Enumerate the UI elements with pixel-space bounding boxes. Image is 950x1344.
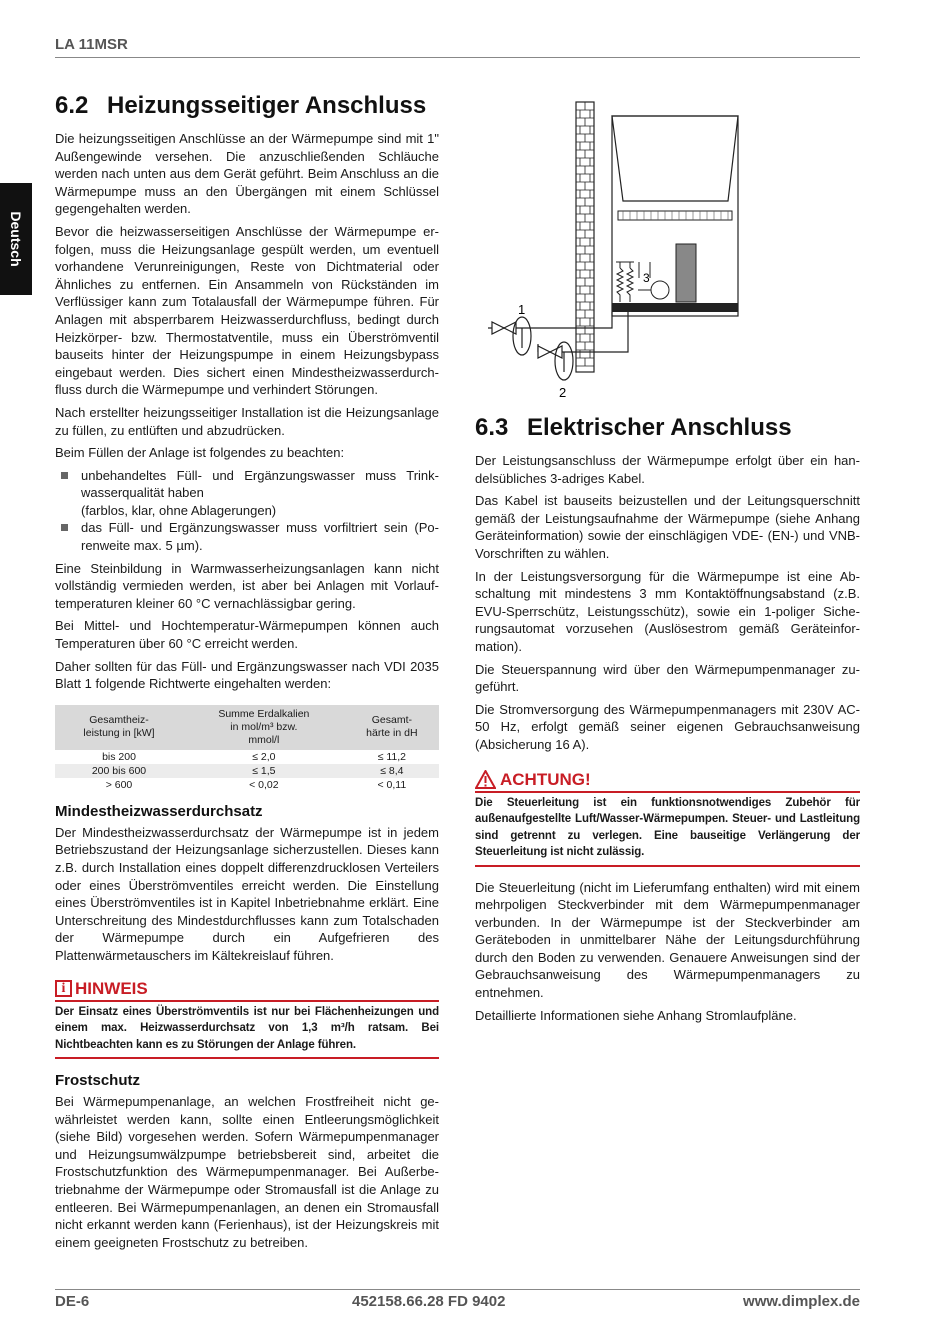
- info-icon: i: [55, 980, 72, 997]
- square-bullet-icon: [61, 524, 68, 531]
- header-line: Gesamt-: [371, 714, 412, 727]
- table-cell: ≤ 11,2: [377, 750, 407, 763]
- paragraph: Bevor die heizwasserseitigen Anschlüsse der Wärmepumpe erfolgen, muss die Heizungsanlage gespült werden, um eventuell vorhandene Verunreinigungen, Reste von Dichtmaterial oder Ähnliches zu entfernen. Ein Ansammeln von Rückständen im Verflüssiger kann zum Totalausfall der Wärmepumpe führen. Für Anlagen mit absperrbarem Heizwasserdurchfluss, bedingt durch Heizkörper- bzw. Thermostatventile, muss ein Überströmventil bauseits hinter der Heizungspumpe in einem Heizungsbypass eingebaut werden. Dies sichert einen Mindestheizwasserdurchfluss durch die Wärmepumpe und verhindert Störungen.: [55, 223, 439, 398]
- list-item-text: das Füll- und Ergänzungswasser muss vorfiltriert sein (Porenweite max. 5 µm).: [81, 520, 439, 554]
- paragraph: In der Leistungsversorgung für die Wärmepumpe ist eine Abschaltung mit mindestens 3 mm Kontaktöffnungsabstand (z.B. EVU-Sperrschütz, Leistungsschütz), sowie ein 1-poliger Sicherungsautomat vorzusehen (Auslösestrom gemäß Geräteinformation).: [475, 568, 860, 654]
- paragraph: Das Kabel ist bauseits beizustellen und der Leitungsquerschnitt gemäß der Leistungsaufnahme der Wärmepumpe (siehe Anhang Geräteinformation) sowie der einschlägigen VDE- (EN-) und VNB-Vorschriften zu wählen.: [475, 493, 860, 561]
- hinweis-notice: [55, 979, 439, 1060]
- heat-pump-housing: [612, 116, 738, 316]
- hinweis-header: [55, 979, 439, 1002]
- table-row: [55, 778, 439, 792]
- table-header-cell: [345, 705, 439, 750]
- section-6-3-number: 6.3: [475, 414, 509, 441]
- hinweis-label: HINWEIS: [75, 978, 148, 998]
- header-divider: [55, 57, 860, 58]
- language-tab: [0, 183, 32, 295]
- language-tab-label: Deutsch: [8, 211, 24, 267]
- drain-valve-2-icon: [538, 342, 573, 380]
- wall-icon: [576, 102, 594, 372]
- table-cell: > 600: [105, 778, 133, 791]
- paragraph: Die Steuerspannung wird über den Wärmepumpenmanager zugeführt.: [475, 661, 860, 695]
- label-3: 3: [643, 271, 650, 285]
- header-title: LA 11MSR: [55, 36, 128, 53]
- header-line: Gesamtheiz-: [89, 714, 149, 727]
- paragraph: Der Leistungsanschluss der Wärmepumpe erfolgt über ein handelsübliches 3-adriges Kabel.: [475, 453, 860, 486]
- table-cell: < 0,11: [377, 778, 407, 791]
- filling-requirements-list: [55, 467, 439, 555]
- list-item-text: unbehandeltes Füll- und Ergänzungswasser muss Trinkwasserqualität haben: [81, 467, 439, 501]
- mindest-heading: Mindestheizwasserdurchsatz: [55, 802, 263, 820]
- paragraph: Bei Wärmepumpenanlage, an welchen Frostfreiheit nicht gewährleistet werden kann, sollte einen Entleerungsmöglichkeit (siehe Bild) vorgesehen werden. Sofern Wärmepumpenmanager und Heizungsumwälzpumpe betriebsbereit sind, arbeitet die Frostschutzfunktion des Wärmepumpenmanager. Bei Außerbetriebnahme der Wärmepumpe oder Stromausfall ist die Anlage zu entleeren. Bei Wärmepumpenanlagen, an denen ein Stromausfall nicht erkannt werden kann (Ferienhaus), ist der Heizungskreis mit einem geeigneten Frostschutz zu betreiben.: [55, 1094, 439, 1250]
- section-6-2-heading: [55, 90, 439, 122]
- label-1: 1: [518, 302, 526, 317]
- paragraph: Der Mindestheizwasserdurchsatz der Wärmepumpe ist in jedem Betriebszustand der Heizungsanlage sicherzustellen. Dieses kann z.B. durch Installation eines doppelt differenzdrucklosen Verteilers oder eines Überströmventiles erreicht werden. Die Einstellung eines Überströmventiles ist in Kapitel Inbetriebnahme erklärt. Eine Unterschreitung des Mindestdurchflusses kann zum Totalschaden der Wärmepumpe durch ein Aufgefrieren des Plattenwärmetauschers im Kältekreislauf führen.: [55, 824, 439, 963]
- header-line: in mol/m³ bzw.: [230, 720, 298, 733]
- table-cell: 200 bis 600: [55, 764, 183, 778]
- list-item-text: (farblos, klar, ohne Ablagerungen): [81, 502, 277, 518]
- square-bullet-icon: [61, 472, 68, 479]
- paragraph: Die Stromversorgung des Wärmepumpenmanagers mit 230V AC-50 Hz, erfolgt gemäß seiner eigenen Gebrauchsanweisung (Absicherung 16 A).: [475, 701, 860, 752]
- list-item: [55, 467, 439, 520]
- header-line: leistung in [kW]: [83, 727, 155, 740]
- hinweis-text: Der Einsatz eines Überströmventils ist nur bei Flächenheizungen und einem max. Heizwasserdurchsatz von 1,3 m³/h ratsam. Bei Nichtbeachten kann es zu Störungen der Anlage führen.: [55, 1002, 439, 1060]
- header-line: Summe Erdalkalien: [218, 707, 310, 720]
- achtung-header: [475, 770, 860, 793]
- achtung-text: Die Steuerleitung ist ein funktionsnotwendiges Zubehör für außenaufgestellte Luft/Wasser-Wärmepumpen. Steuer- und Lastleitung sind getrennt zu verlegen. Eine bauseitige Verlängerung der Steuerleitung ist nicht zulässig.: [475, 793, 860, 867]
- table-cell: bis 200: [102, 750, 136, 763]
- paragraph: Eine Steinbildung in Warmwasserheizungsanlagen kann nicht vollständig vermieden werden, ist aber bei Anlagen mit Vorlauftemperaturen kleiner 60 °C vernachlässigbar gering.: [55, 560, 439, 611]
- section-6-2-number: 6.2: [55, 92, 89, 119]
- table-row: [55, 750, 439, 764]
- section-6-2-title: Heizungsseitiger Anschluss: [107, 92, 427, 119]
- header-line: mmol/l: [248, 733, 280, 746]
- header-line: härte in dH: [366, 727, 418, 740]
- table-row: [55, 764, 439, 778]
- document-number: 452158.66.28 FD 9402: [352, 1293, 506, 1310]
- table-cell: < 0,02: [249, 778, 279, 791]
- right-column: [475, 412, 860, 1029]
- achtung-notice: [475, 770, 860, 867]
- label-2: 2: [559, 385, 567, 400]
- table-cell: ≤ 2,0: [252, 750, 276, 763]
- paragraph: Nach erstellter heizungsseitiger Installation ist die Heizungsanlage zu füllen, zu entlüften und abzudrücken.: [55, 404, 439, 438]
- drain-valve-1-icon: [492, 317, 531, 355]
- water-guideline-table: [55, 705, 439, 792]
- section-6-3-heading: [475, 412, 860, 444]
- table-header-row: [55, 705, 439, 750]
- paragraph: Detaillierte Informationen siehe Anhang Stromlaufpläne.: [475, 1007, 797, 1023]
- section-6-3-title: Elektrischer Anschluss: [527, 414, 792, 441]
- paragraph: Die heizungsseitigen Anschlüsse an der Wärmepumpe sind mit 1" Außengewinde versehen. Die anzuschließenden Schläuche werden nach unten aus dem Gerät geführt. Beim Anschluss an die Wärmepumpe muss an den Übergängen mit einem Schlüssel gegengehalten werden.: [55, 131, 439, 217]
- page-number: DE-6: [55, 1293, 90, 1310]
- website-link[interactable]: www.dimplex.de: [743, 1293, 860, 1310]
- hydraulic-connection-diagram: [478, 96, 860, 408]
- paragraph: Die Steuerleitung (nicht im Lieferumfang enthalten) wird mit einem mehrpoligen Steckverbinder mit dem Wärmepumpenmanager verbunden. In der Wärmepumpe ist der Steckverbinder am Geräteboden in unmittelbarer Nähe der Leitungsdurchführung durch den Boden zu verwenden. Genauere Anweisungen sind der Gebrauchsanweisung des Wärmepumpenmanagers zu entnehmen.: [475, 879, 860, 1001]
- table-header-cell: [55, 705, 183, 750]
- footer-divider: [55, 1289, 860, 1290]
- table-header-cell: [183, 705, 345, 750]
- list-item: [55, 519, 439, 554]
- table-cell: ≤ 1,5: [183, 764, 345, 778]
- paragraph: Beim Füllen der Anlage ist folgendes zu beachten:: [55, 445, 345, 461]
- frost-heading: Frostschutz: [55, 1072, 141, 1090]
- left-column: [55, 90, 439, 1256]
- warning-triangle-icon: [475, 770, 496, 789]
- table-cell: ≤ 8,4: [345, 764, 439, 778]
- paragraph: Bei Mittel- und Hochtemperatur-Wärmepumpen können auch Temperaturen über 60 °C erreicht werden.: [55, 618, 439, 652]
- achtung-label: ACHTUNG!: [500, 769, 591, 789]
- paragraph: Daher sollten für das Füll- und Ergänzungswasser nach VDI 2035 Blatt 1 folgende Richtwerte eingehalten werden:: [55, 658, 439, 692]
